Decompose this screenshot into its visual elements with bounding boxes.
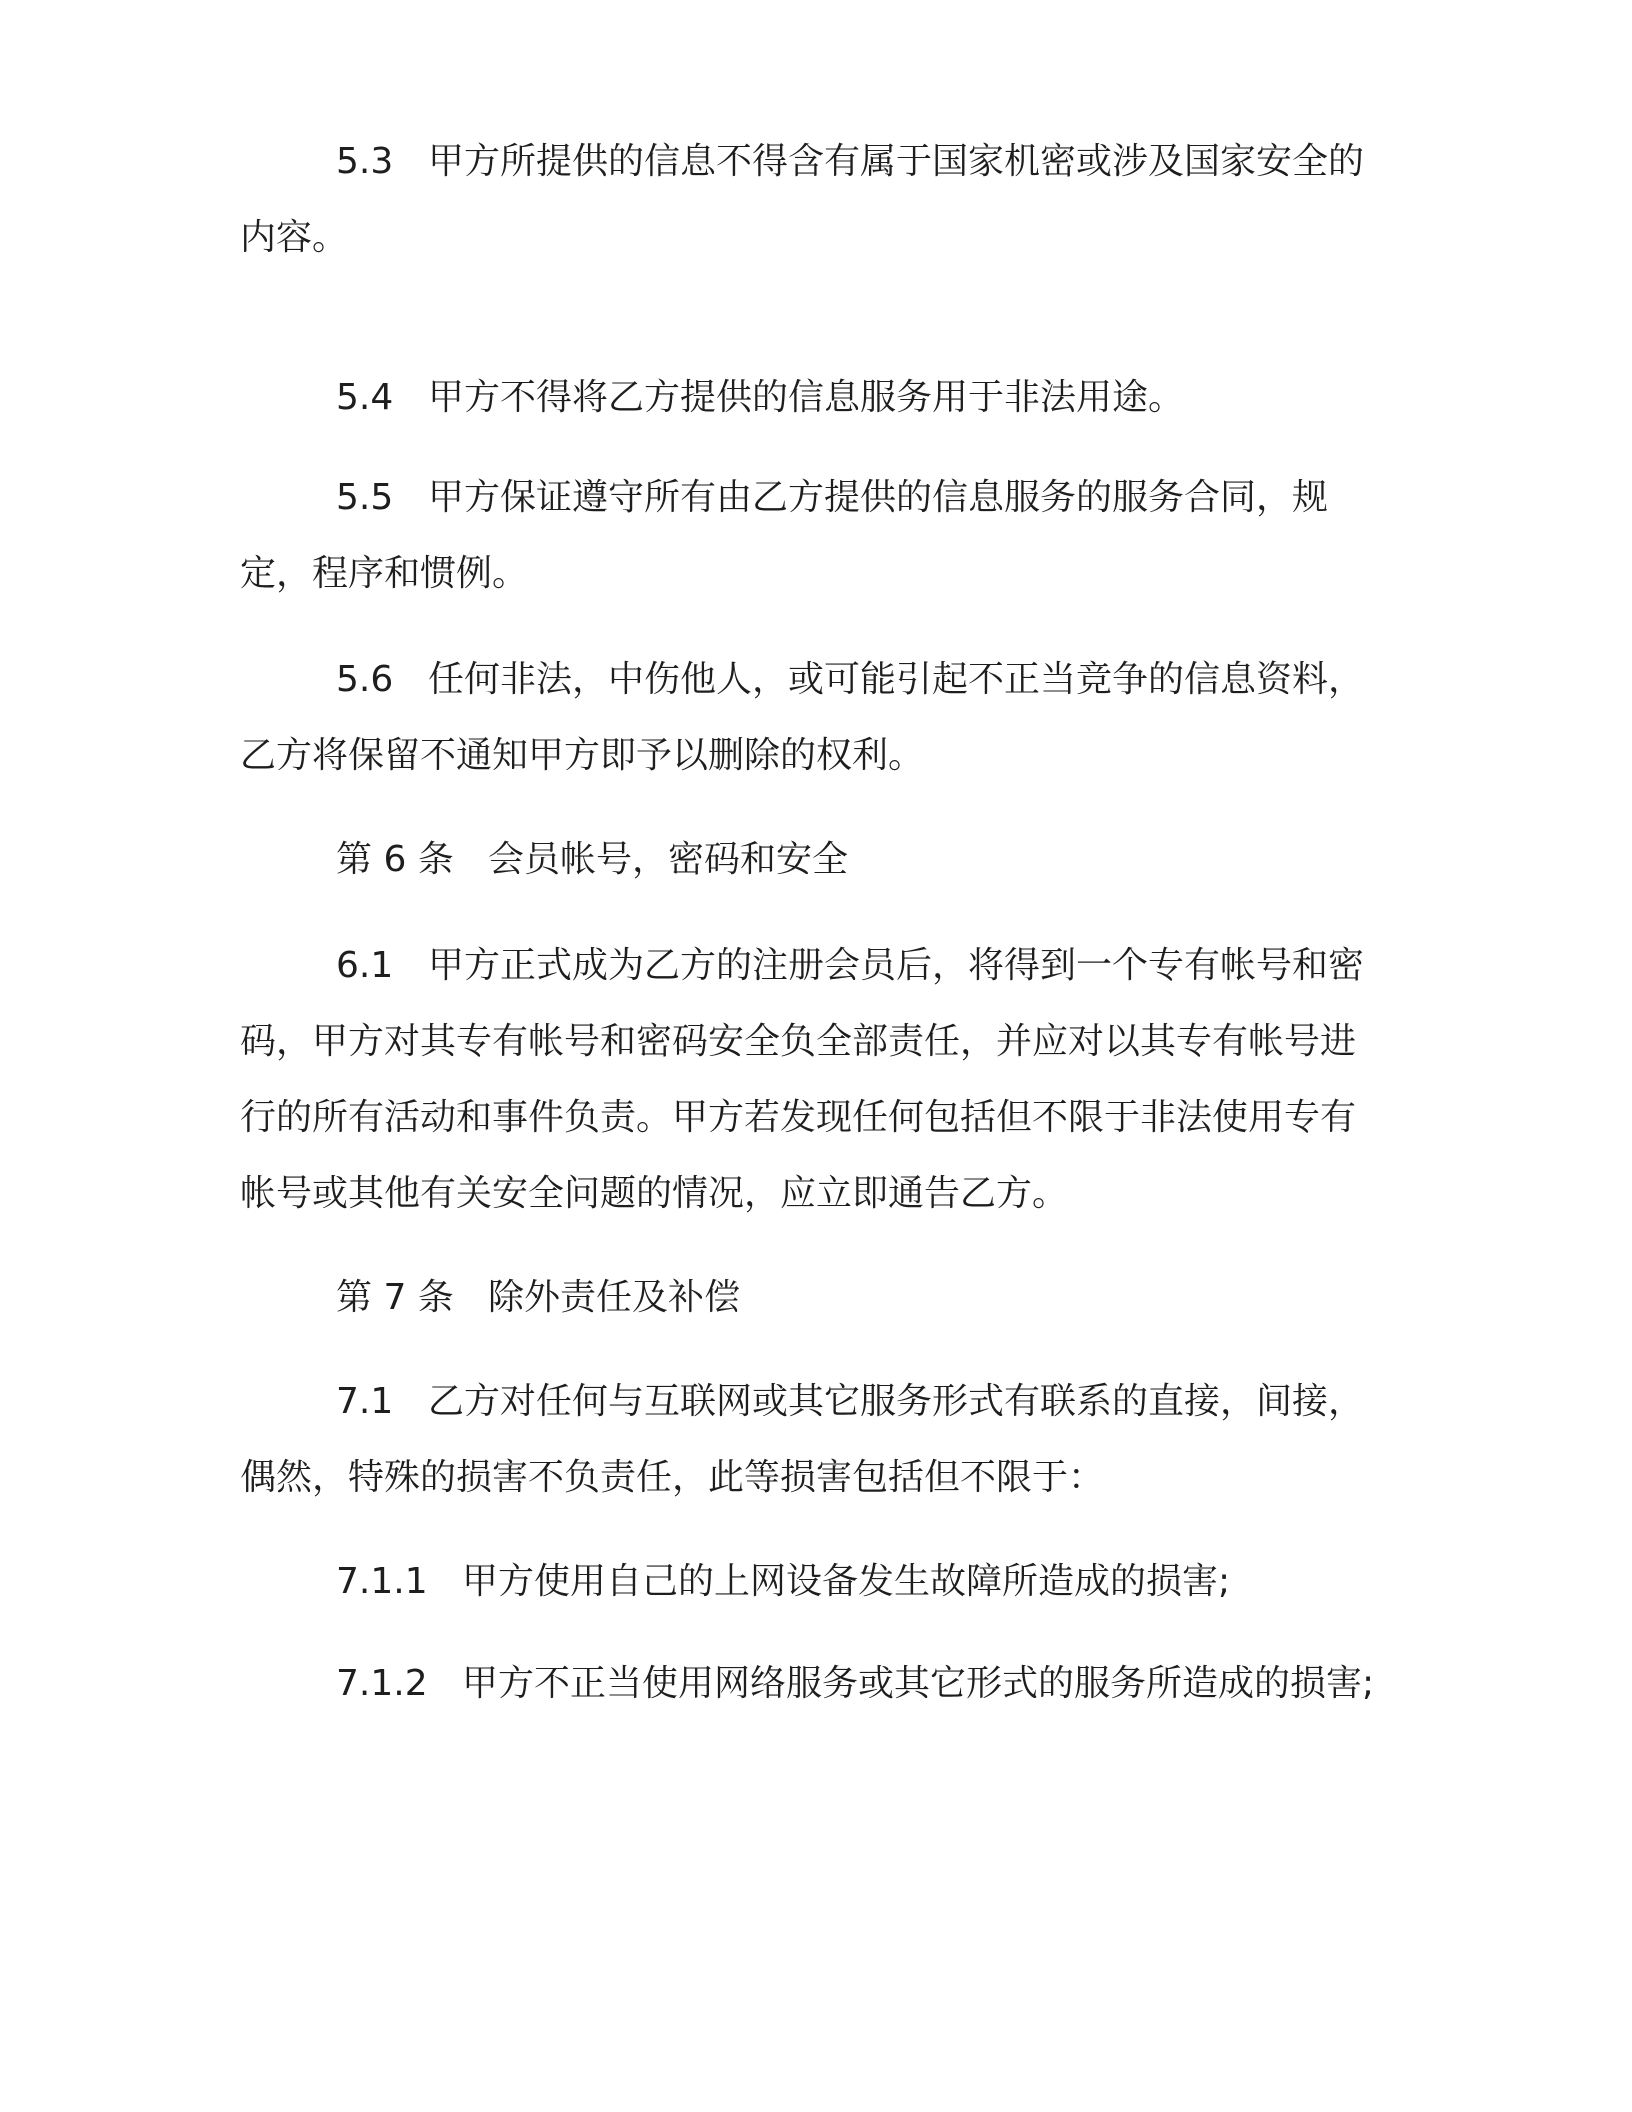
clause-text: 甲方所提供的信息不得含有属于国家机密或涉及国家安全的内容。 [240, 141, 1365, 258]
clause-text: 甲方不得将乙方提供的信息服务用于非法用途。 [428, 377, 1185, 418]
article-number: 第 6 条 [336, 839, 454, 880]
clause-number: 5.4 [336, 377, 394, 418]
clause-number: 5.3 [336, 141, 394, 182]
article-number: 第 7 条 [336, 1277, 454, 1318]
clause-6-1 [240, 928, 1380, 1232]
clause-text: 任何非法，中伤他人，或可能引起不正当竞争的信息资料，乙方将保留不通知甲方即予以删除的权利。 [240, 659, 1365, 776]
clause-text: 乙方对任何与互联网或其它服务形式有联系的直接，间接，偶然，特殊的损害不负责任，此等损害包括但不限于： [240, 1381, 1365, 1498]
clause-7-1-1 [240, 1544, 1380, 1620]
clause-number: 7.1.1 [336, 1561, 428, 1602]
clause-5-3 [240, 124, 1380, 276]
article-title: 会员帐号，密码和安全 [488, 839, 849, 880]
clause-text: 甲方保证遵守所有由乙方提供的信息服务的服务合同，规定，程序和惯例。 [240, 477, 1329, 594]
article-title: 除外责任及补偿 [488, 1277, 741, 1318]
clause-5-4 [240, 360, 1380, 436]
clause-text: 甲方使用自己的上网设备发生故障所造成的损害; [462, 1561, 1231, 1602]
clause-5-6 [240, 642, 1380, 794]
clause-number: 7.1 [336, 1381, 394, 1422]
clause-7-1-2 [240, 1646, 1380, 1722]
clause-text: 甲方不正当使用网络服务或其它形式的服务所造成的损害; [462, 1663, 1375, 1704]
clause-number: 5.5 [336, 477, 394, 518]
clause-text: 甲方正式成为乙方的注册会员后，将得到一个专有帐号和密码，甲方对其专有帐号和密码安全负全部责任，并应对以其专有帐号进行的所有活动和事件负责。甲方若发现任何包括但不限于非法使用专有帐号或其他有关安全问题的情况，应立即通告乙方。 [240, 945, 1365, 1214]
clause-number: 5.6 [336, 659, 394, 700]
clause-number: 6.1 [336, 945, 394, 986]
clause-number: 7.1.2 [336, 1663, 428, 1704]
article-7-heading [240, 1260, 1380, 1336]
clause-5-5 [240, 460, 1380, 612]
article-6-heading [240, 822, 1380, 898]
clause-7-1 [240, 1364, 1380, 1516]
